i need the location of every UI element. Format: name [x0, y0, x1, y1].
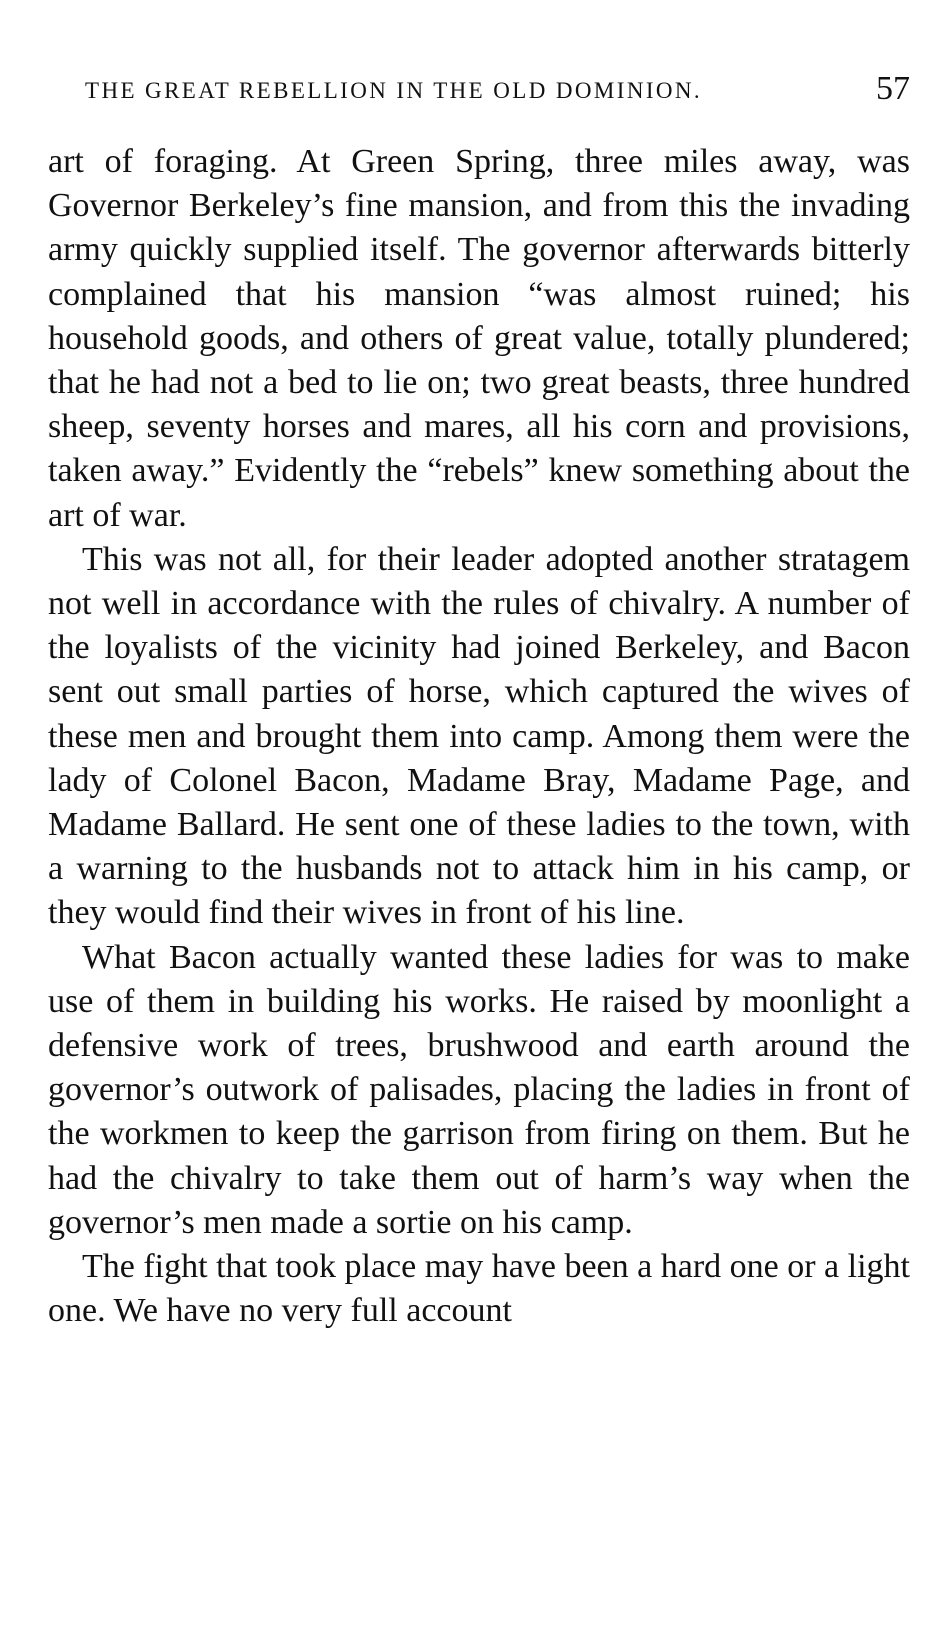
running-header [48, 70, 910, 120]
paragraph-ladies-works: What Bacon actually wanted these ladies for was to make use of them in building his works. He raised by moonlight a defensive work of trees, brushwood and earth around the governor’s outwork of palisades, placing the ladies in front of the workmen to keep the garrison from firing on them. But he had the chivalry to take them out of harm’s way when the governor’s men made a sortie on his camp. [48, 938, 910, 1241]
paragraph-continued: art of foraging. At Green Spring, three miles away, was Governor Berkeley’s fine mansion, and from this the invading army quickly supplied itself. The governor afterwards bitterly complained that his mansion “was almost ruined; his household goods, and others of great value, totally plundered; that he had not a bed to lie on; two great beasts, three hundred sheep, seventy horses and mares, all his corn and provisions, taken away.” Evidently the “rebels” knew something about the art of war. [48, 143, 910, 534]
paragraph-fight: The fight that took place may have been a hard one or a light one. We have no very full account [48, 1248, 910, 1330]
body-text [48, 140, 910, 1333]
running-title: THE GREAT REBELLION IN THE OLD DOMINION. [85, 78, 703, 103]
paragraph-stratagem: This was not all, for their leader adopted another stratagem not well in accordance with the rules of chivalry. A number of the loyalists of the vicinity had joined Berkeley, and Bacon sent out small parties of horse, which captured the wives of these men and brought them into camp. Among them were the lady of Colonel Bacon, Madame Bray, Madame Page, and Madame Ballard. He sent one of these ladies to the town, with a warning to the husbands not to attack him in his camp, or they would find their wives in front of his line. [48, 540, 910, 932]
page-number: 57 [876, 70, 910, 107]
book-page [48, 70, 910, 1333]
